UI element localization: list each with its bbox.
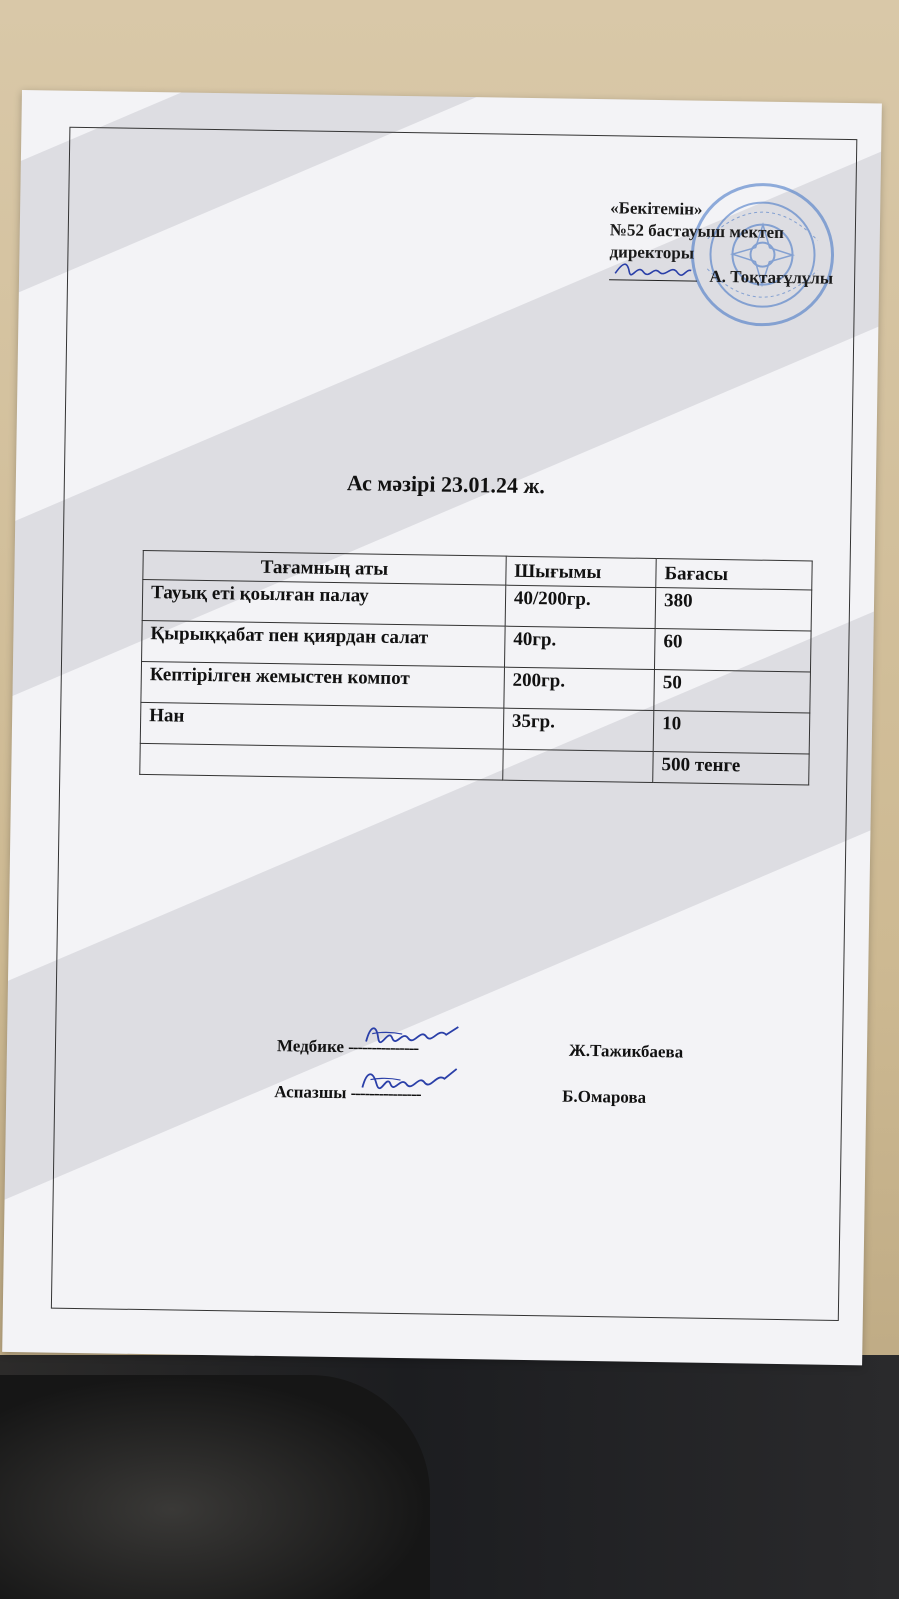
- dish-name: Кептірілген жемыстен компот: [141, 661, 504, 708]
- dish-price: 10: [653, 711, 810, 754]
- cook-signature-row: [274, 1082, 421, 1104]
- header-price: Бағасы: [656, 559, 812, 590]
- total-blank: [140, 743, 503, 780]
- nurse-role: Медбике: [276, 1036, 345, 1057]
- approval-block: [609, 197, 834, 290]
- foot-shadow: [0, 1375, 430, 1599]
- dish-name: Нан: [140, 702, 503, 749]
- page-title: Ас мәзірі 23.01.24 ж.: [346, 470, 546, 499]
- dish-name: Қырыққабат пен қиярдан салат: [142, 620, 505, 667]
- total-blank: [503, 749, 654, 782]
- approval-line-2: №52 бастауыш мектеп: [609, 220, 785, 242]
- total-price: 500 тенге: [653, 751, 809, 784]
- header-dish-name: Тағамның аты: [143, 550, 506, 585]
- nurse-name: Ж.Тажикбаева: [568, 1040, 684, 1062]
- dish-price: 60: [655, 629, 812, 672]
- director-signature-line: [609, 263, 697, 281]
- dish-name: Тауық еті қоылған палау: [142, 579, 505, 626]
- dish-portion: 35гр.: [503, 708, 654, 751]
- approval-line-1: «Бекітемін»: [610, 198, 703, 219]
- cook-role: Аспазшы: [274, 1082, 347, 1103]
- director-name: А. Тоқтағұлұлы: [709, 266, 834, 288]
- nurse-signature-row: [277, 1036, 418, 1058]
- nurse-dash-line: ---------------: [348, 1037, 419, 1058]
- cook-dash-line: ---------------: [350, 1083, 421, 1104]
- cook-name: Б.Омарова: [562, 1086, 647, 1107]
- approval-line-3: директоры: [609, 242, 695, 263]
- header-portion: Шығымы: [506, 556, 657, 587]
- approval-director-line: [609, 263, 833, 290]
- dish-price: 380: [655, 588, 812, 631]
- menu-table: [139, 550, 812, 785]
- menu-document: [2, 90, 882, 1365]
- dish-portion: 40/200гр.: [505, 585, 656, 628]
- dish-price: 50: [654, 670, 811, 713]
- dish-portion: 200гр.: [504, 667, 655, 710]
- dish-portion: 40гр.: [504, 626, 655, 669]
